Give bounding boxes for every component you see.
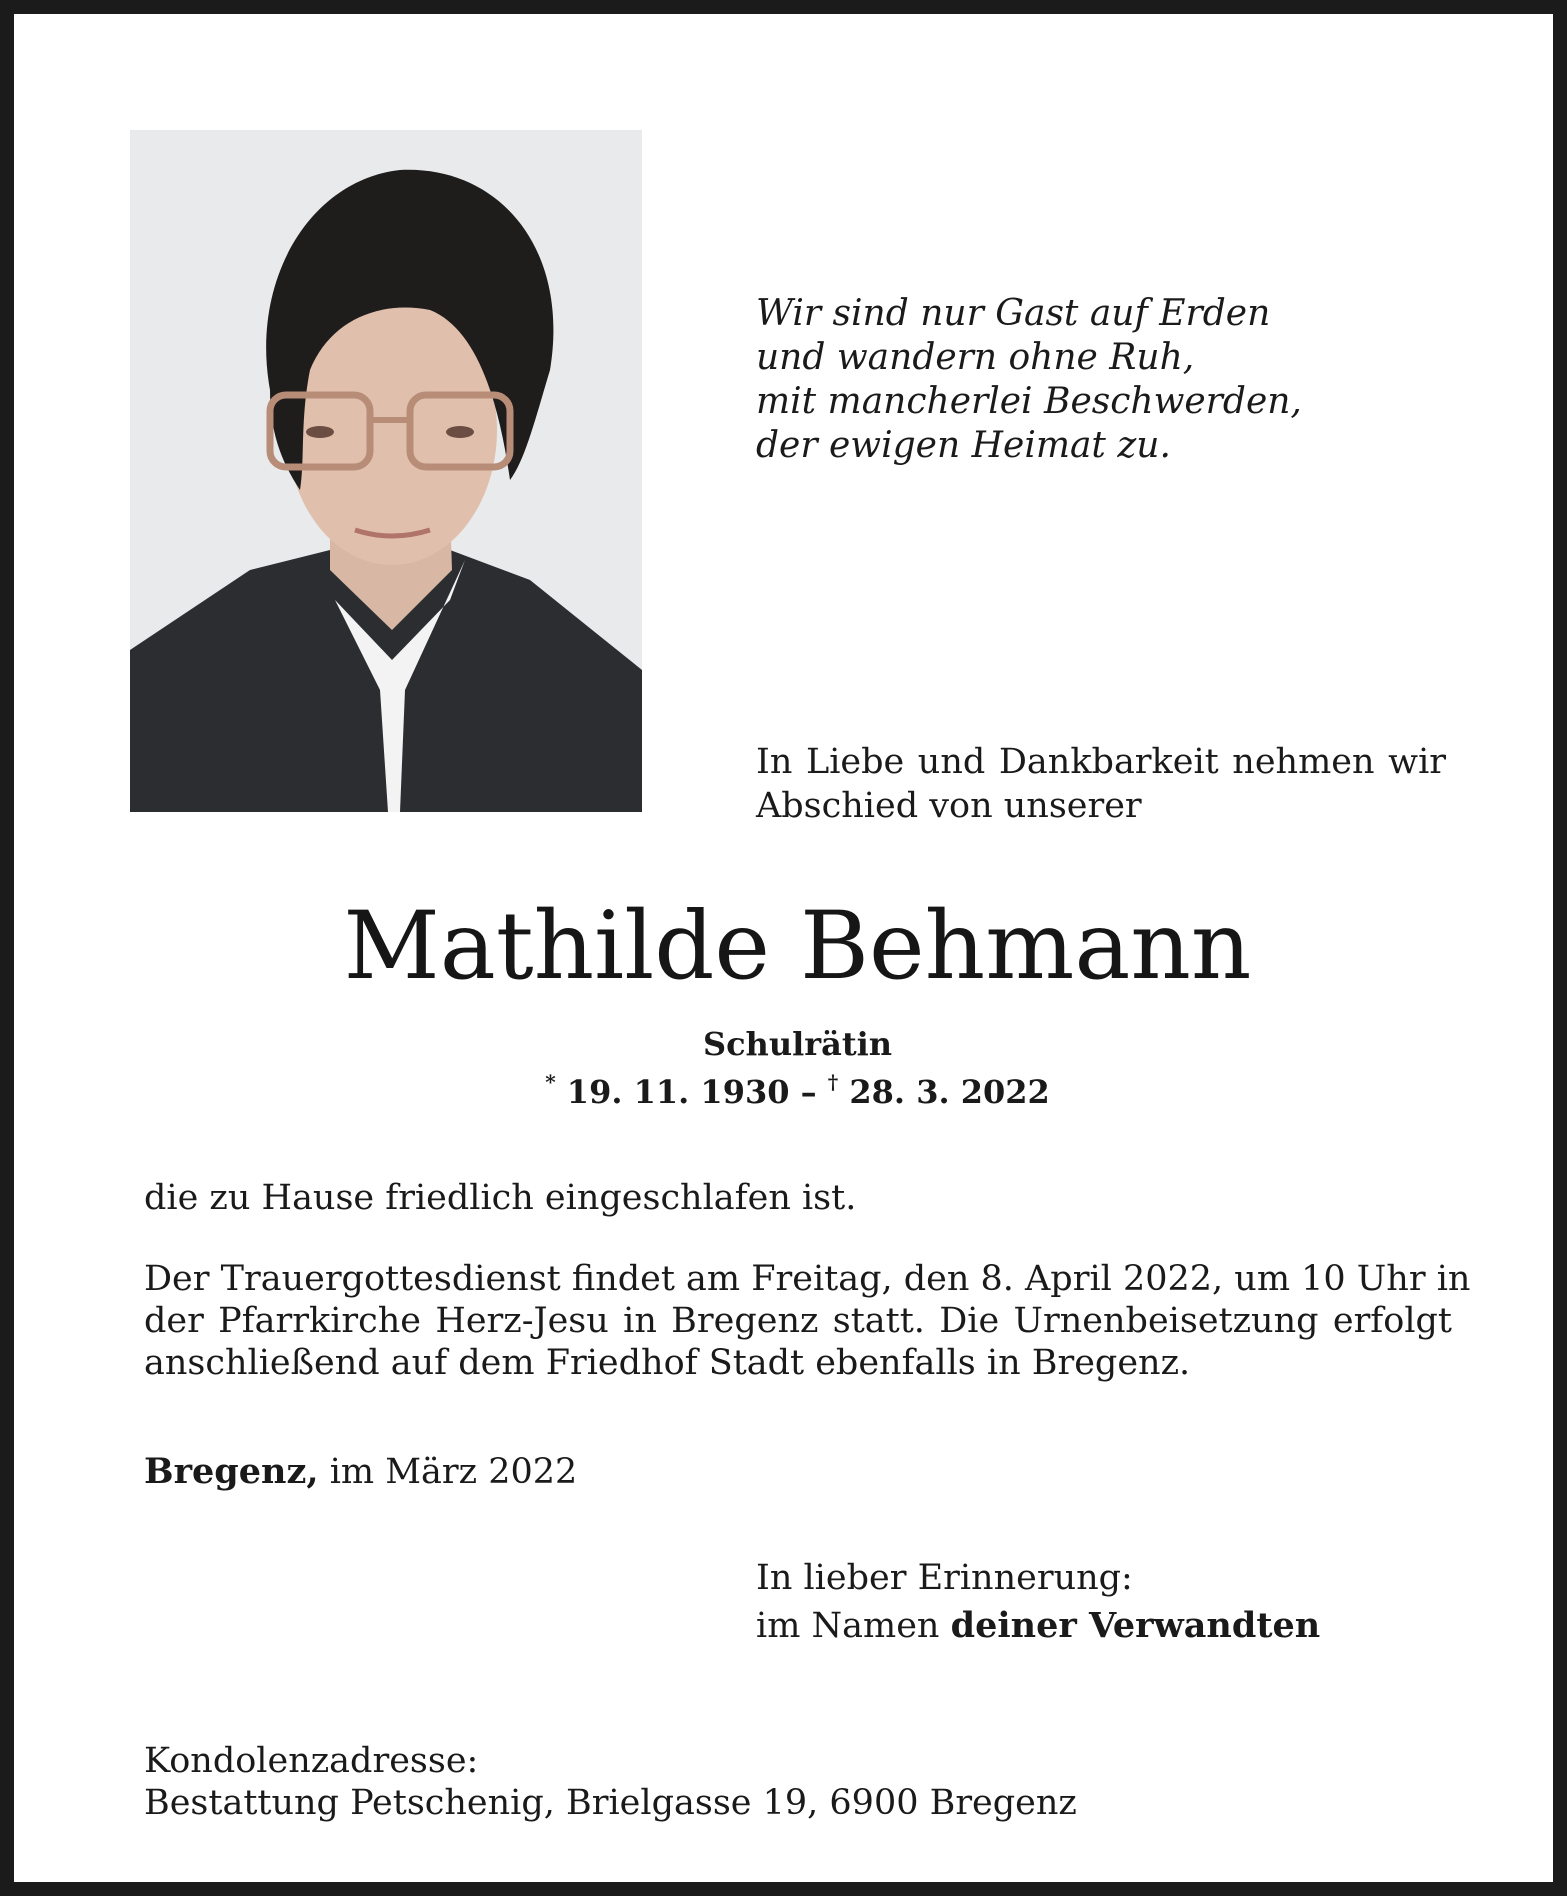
- memory-prefix: im Namen: [756, 1606, 940, 1646]
- portrait-image: [130, 130, 642, 812]
- poem-line: mit mancherlei Beschwerden,: [756, 381, 1302, 422]
- condolence-address: [144, 1740, 1144, 1824]
- portrait-photo: [130, 130, 642, 812]
- farewell-intro: [756, 740, 1446, 828]
- date-separator: –: [800, 1073, 817, 1111]
- memory-block: [756, 1556, 1456, 1652]
- memory-line: In lieber Erinnerung:: [756, 1558, 1133, 1598]
- place: Bregenz,: [144, 1451, 319, 1492]
- condolence-address-line: Bestattung Petschenig, Brielgasse 19, 6900 Bregenz: [144, 1783, 1077, 1823]
- birth-symbol: *: [545, 1070, 556, 1094]
- deceased-title: Schulrätin: [702, 1025, 893, 1063]
- service-line: der Pfarrkirche Herz-Jesu in Bregenz statt. Die Urnenbeisetzung erfolgt: [144, 1301, 1452, 1341]
- life-dates: [14, 1072, 1567, 1112]
- intro-line: In Liebe und Dankbarkeit nehmen wir: [756, 742, 1446, 782]
- service-paragraph: [144, 1258, 1471, 1384]
- death-symbol: †: [827, 1070, 839, 1094]
- memory-relatives: deiner Verwandten: [950, 1605, 1321, 1646]
- death-date: 28. 3. 2022: [849, 1073, 1050, 1111]
- intro-line: Abschied von unserer: [756, 786, 1142, 826]
- poem-line: der ewigen Heimat zu.: [756, 425, 1171, 466]
- poem: [756, 292, 1476, 468]
- poem-line: und wandern ohne Ruh,: [756, 337, 1195, 378]
- poem-line: Wir sind nur Gast auf Erden: [756, 293, 1271, 334]
- birth-date: 19. 11. 1930: [566, 1073, 790, 1111]
- date: im März 2022: [329, 1452, 578, 1492]
- memory-signature: [756, 1604, 1456, 1648]
- service-line: anschließend auf dem Friedhof Stadt ebenfalls in Bregenz.: [144, 1343, 1191, 1383]
- condolence-label: Kondolenzadresse:: [144, 1741, 479, 1781]
- deceased-name: Mathilde Behmann: [343, 892, 1252, 1001]
- service-line: Der Trauergottesdienst findet am Freitag, den 8. April 2022, um 10 Uhr in: [144, 1259, 1471, 1299]
- place-date: [144, 1450, 944, 1494]
- passing-text: die zu Hause friedlich eingeschlafen ist.: [144, 1178, 857, 1218]
